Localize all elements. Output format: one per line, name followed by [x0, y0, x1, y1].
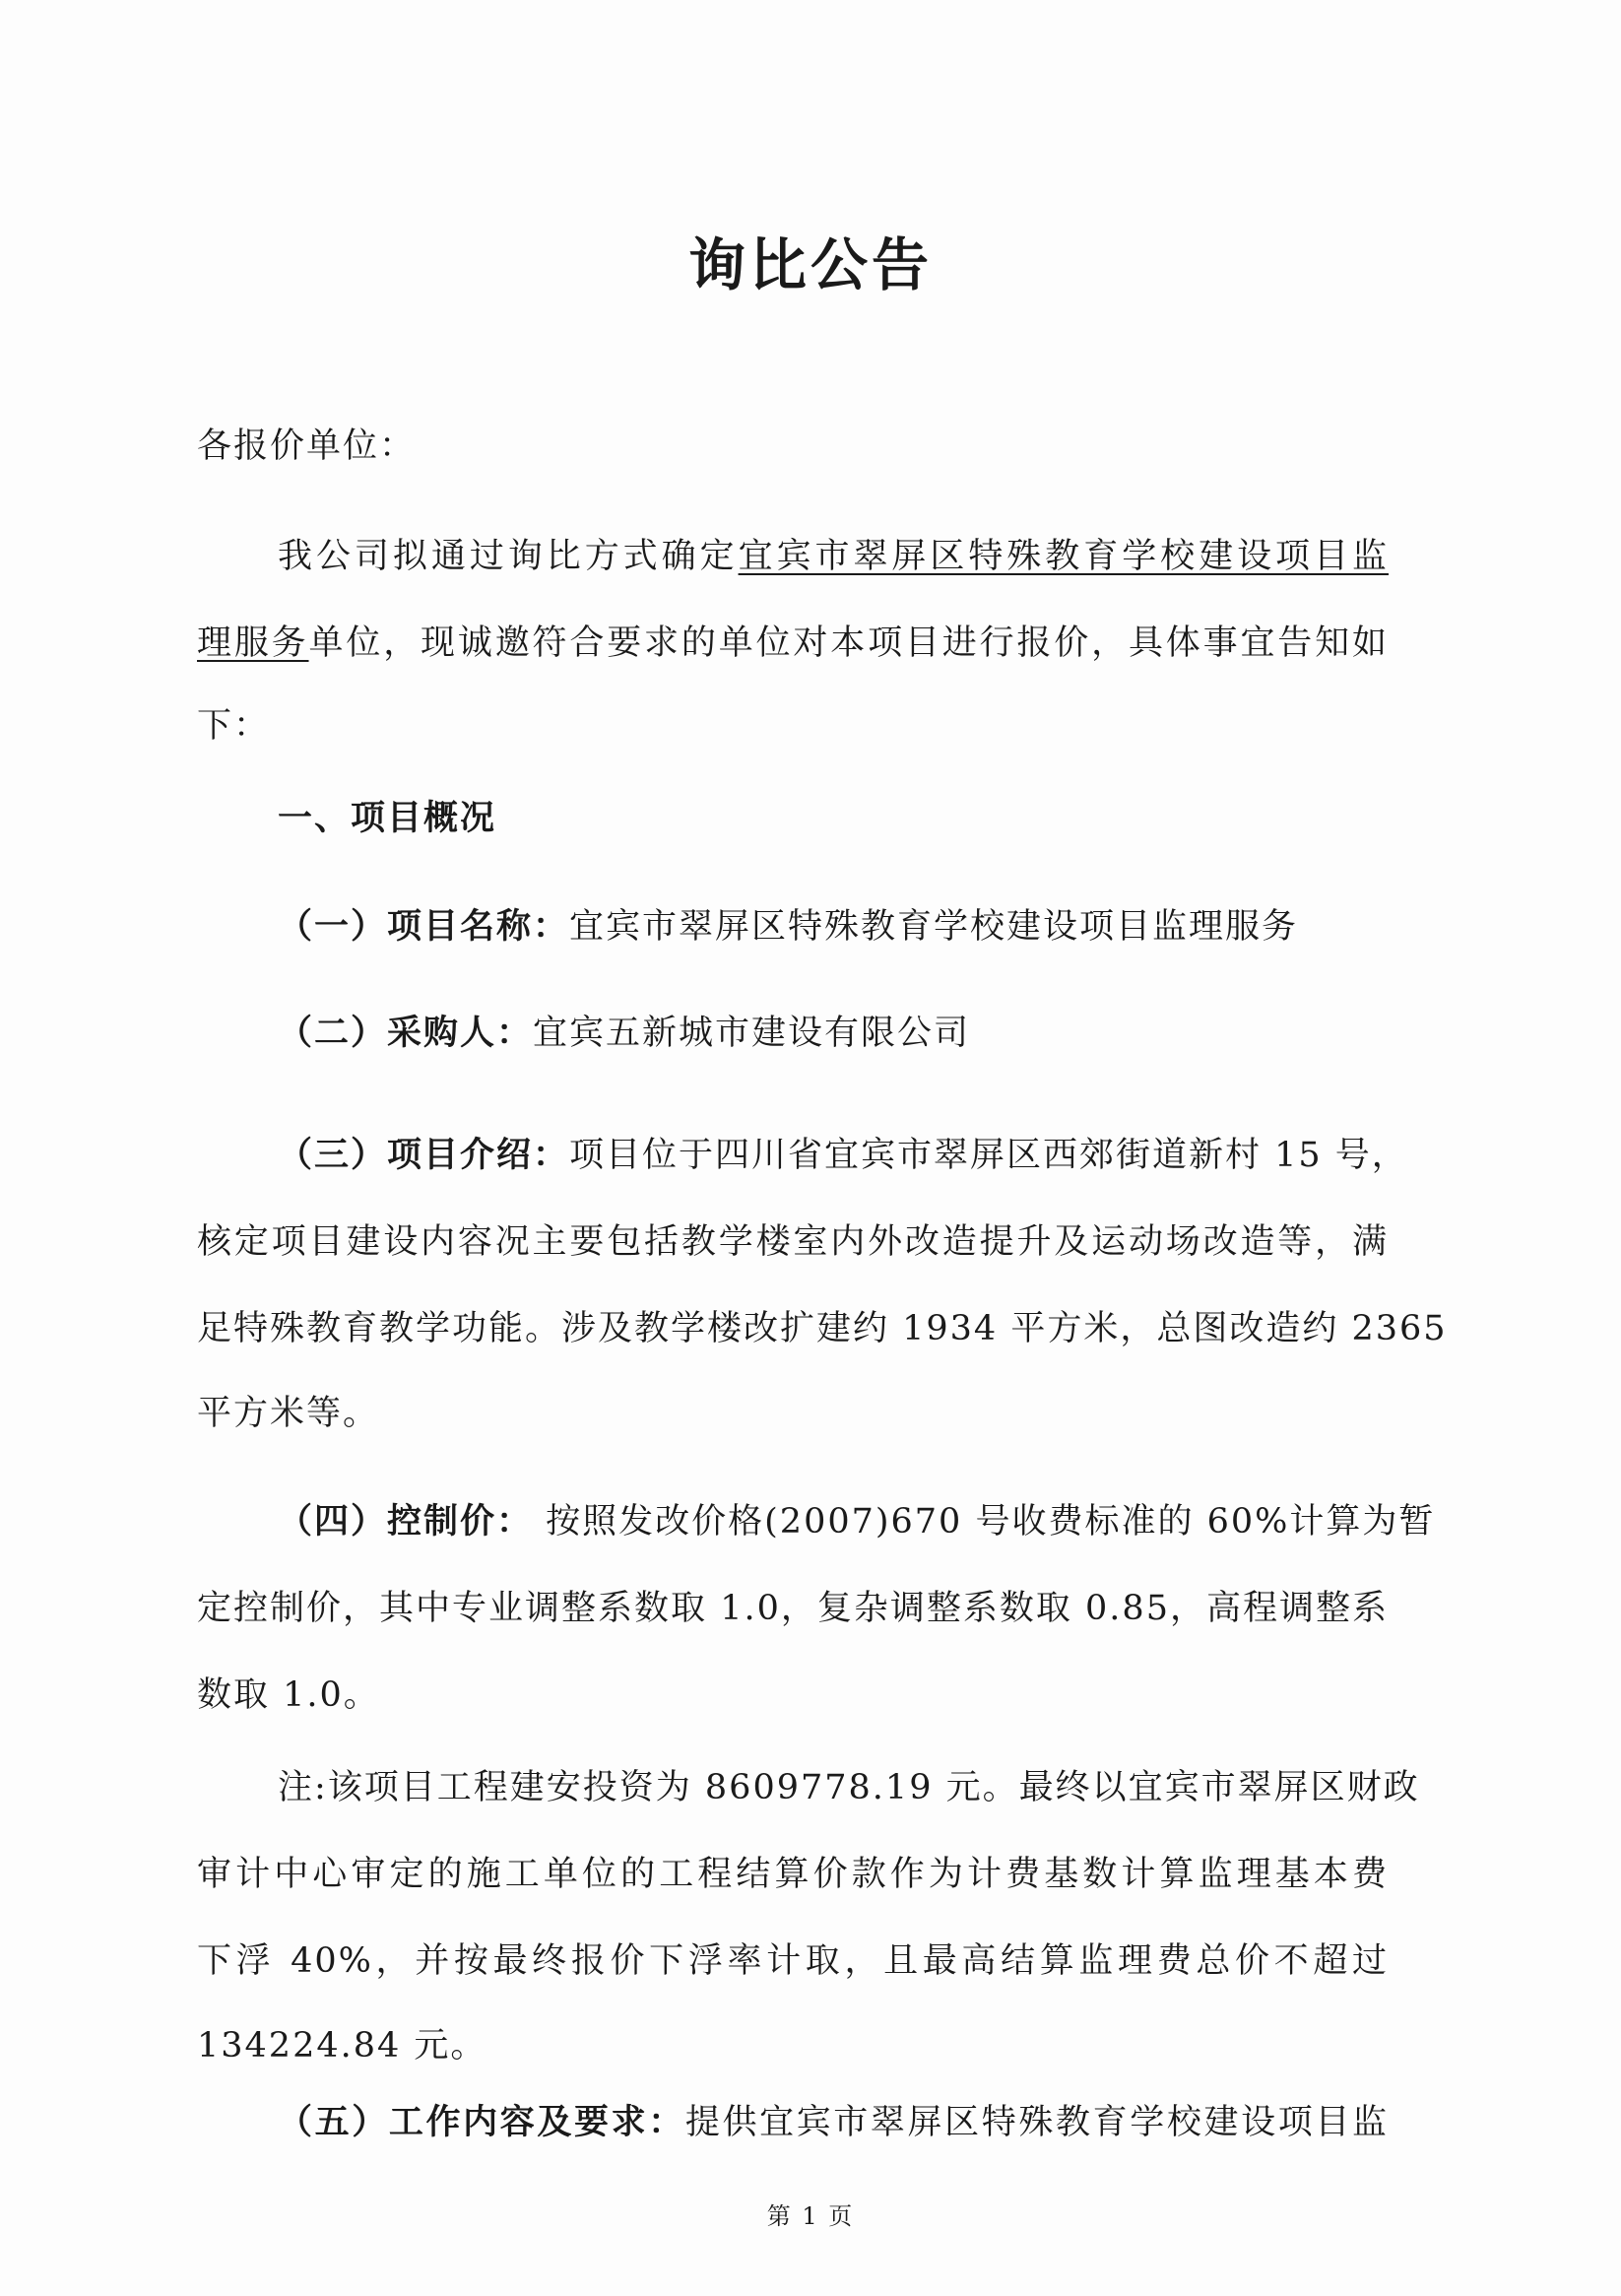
project-name-underlined: 宜宾市翠屏区特殊教育学校建设项目监 — [738, 537, 1389, 576]
item-control-price-line-1 — [278, 1497, 1436, 1546]
item-control-price-line-3: 数取 1.0。 — [197, 1675, 380, 1715]
salutation: 各报价单位： — [197, 426, 417, 466]
item-intro-line-2: 核定项目建设内容况主要包括教学楼室内外改造提升及运动场改造等，满 — [197, 1222, 1389, 1262]
item-intro-line-1 — [278, 1131, 1408, 1180]
intro-line-1 — [278, 532, 1389, 581]
note-line-4: 134224.84 元。 — [197, 2026, 487, 2066]
item-label: （三）项目介绍： — [278, 1135, 570, 1175]
item-work-content-line-1 — [278, 2098, 1389, 2147]
item-label: （四）控制价： — [278, 1501, 534, 1542]
item-value: 宜宾五新城市建设有限公司 — [533, 1014, 971, 1053]
item-label: （五）工作内容及要求： — [278, 2102, 685, 2142]
intro-line-3: 下： — [197, 706, 271, 746]
item-intro-line-4: 平方米等。 — [197, 1394, 380, 1433]
item-purchaser — [278, 1009, 1509, 1058]
note-line-2: 审计中心审定的施工单位的工程结算价款作为计费基数计算监理基本费 — [197, 1855, 1389, 1894]
page-title: 询比公告 — [687, 231, 933, 298]
item-value: 宜宾市翠屏区特殊教育学校建设项目监理服务 — [569, 907, 1299, 947]
page-number: 第 1 页 — [766, 2202, 855, 2230]
intro-text: 单位，现诚邀符合要求的单位对本项目进行报价，具体事宜告知如 — [308, 623, 1389, 663]
note-line-3: 下浮 40%，并按最终报价下浮率计取，且最高结算监理费总价不超过 — [197, 1941, 1389, 1981]
intro-text: 我公司拟通过询比方式确定 — [278, 537, 739, 576]
item-intro-line-3: 足特殊教育教学功能。涉及教学楼改扩建约 1934 平方米，总图改造约 2365 — [197, 1309, 1448, 1348]
note-line-1: 注:该项目工程建安投资为 8609778.19 元。最终以宜宾市翠屏区财政 — [278, 1768, 1420, 1807]
item-value: 按照发改价格(2007)670 号收费标准的 60%计算为暂 — [533, 1502, 1436, 1542]
item-label: （二）采购人： — [278, 1013, 534, 1053]
item-value: 项目位于四川省宜宾市翠屏区西郊街道新村 15 号， — [569, 1136, 1408, 1175]
item-label: （一）项目名称： — [278, 906, 570, 947]
intro-line-2 — [197, 619, 1389, 668]
item-project-name — [278, 902, 1509, 951]
item-value: 提供宜宾市翠屏区特殊教育学校建设项目监 — [684, 2103, 1389, 2142]
section-heading-overview: 一、项目概况 — [278, 799, 497, 838]
item-control-price-line-2: 定控制价，其中专业调整系数取 1.0，复杂调整系数取 0.85，高程调整系 — [197, 1589, 1389, 1628]
project-name-underlined-cont: 理服务 — [197, 623, 309, 663]
